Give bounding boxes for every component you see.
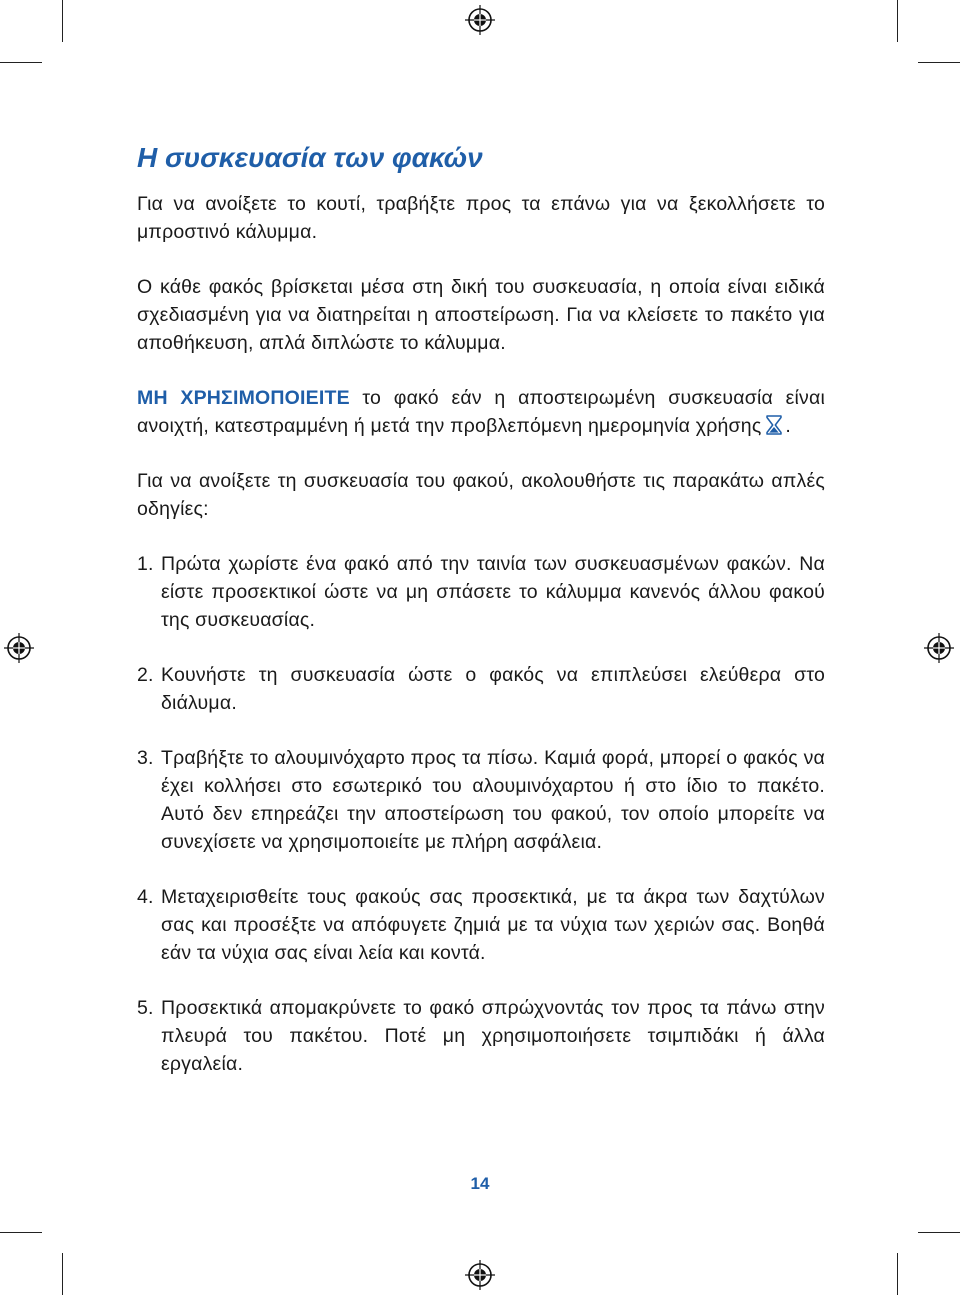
step-text: Μεταχειρισθείτε τους φακούς σας προσεκτικά, με τα άκρα των δαχτύλων σας και προσέξτε να απόφυγετε ζημιά με τα νύχια των χεριών σας. Βοηθά εάν τα νύχια σας είναι λεία και κοντά.	[161, 886, 825, 964]
hourglass-icon	[763, 414, 785, 436]
step-text: Πρώτα χωρίστε ένα φακό από την ταινία των συσκευασμένων φακών. Να είστε προσεκτικοί ώστε να μη σπάσετε το κάλυμμα κανενός άλλου φακού της συσκευασίας.	[161, 553, 825, 631]
list-item	[137, 883, 825, 967]
step-text: Προσεκτικά απομακρύνετε το φακό σπρώχνοντάς τον προς τα πάνω στην πλευρά του πακέτου. Ποτέ μη χρησιμοποιήσετε τσιμπιδάκι ή άλλα εργαλεία.	[161, 997, 825, 1075]
crop-mark	[62, 1253, 63, 1295]
registration-mark-icon	[924, 633, 954, 663]
registration-mark-icon	[465, 5, 495, 35]
list-item	[137, 744, 825, 856]
registration-mark-icon	[4, 633, 34, 663]
list-item	[137, 661, 825, 717]
crop-mark	[0, 1232, 42, 1233]
warning-end: .	[785, 415, 792, 437]
warning-label: ΜΗ ΧΡΗΣΙΜΟΠΟΙΕΙΤΕ	[137, 387, 350, 409]
crop-mark	[918, 1232, 960, 1233]
warning-text: το φακό εάν η αποστειρωμένη συσκευασία είναι ανοιχτή, κατεστραμμένη ή μετά την προβλεπόμενη ημερομηνία χρήσης	[137, 387, 825, 437]
step-number: 2.	[137, 664, 154, 686]
step-text: Τραβήξτε το αλουμινόχαρτο προς τα πίσω. Καμιά φορά, μπορεί ο φακός να έχει κολλήσει στο εσωτερικό του αλουμινόχαρτου ή στο ίδιο το πακέτο. Αυτό δεν επηρεάζει την αποστείρωση του φακού, τον οποίο μπορείτε να συνεχίσετε να χρησιμοποιείτε με πλήρη ασφάλεια.	[161, 747, 825, 853]
crop-mark	[897, 1253, 898, 1295]
instruction-list	[137, 550, 825, 1078]
step-number: 4.	[137, 886, 154, 908]
page-number: 14	[470, 1174, 490, 1193]
step-number: 3.	[137, 747, 154, 769]
paragraph-instructions-intro: Για να ανοίξετε τη συσκευασία του φακού, ακολουθήστε τις παρακάτω απλές οδηγίες:	[137, 470, 825, 520]
registration-mark-icon	[465, 1260, 495, 1290]
crop-mark	[897, 0, 898, 42]
list-item	[137, 550, 825, 634]
paragraph-warning	[137, 384, 825, 440]
crop-mark	[0, 62, 42, 63]
paragraph-open-box: Για να ανοίξετε το κουτί, τραβήξτε προς τα επάνω για να ξεκολλήσετε το μπροστινό κάλυμμα.	[137, 193, 825, 243]
crop-mark	[62, 0, 63, 42]
step-number: 1.	[137, 553, 154, 575]
list-item	[137, 994, 825, 1078]
paragraph-packaging: Ο κάθε φακός βρίσκεται μέσα στη δική του συσκευασία, η οποία είναι ειδικά σχεδιασμένη για να διατηρείται η αποστείρωση. Για να κλείσετε το πακέτο για αποθήκευση, απλά διπλώστε το κάλυμμα.	[137, 276, 825, 354]
page-content	[137, 140, 825, 1105]
step-number: 5.	[137, 997, 154, 1019]
page-title: Η συσκευασία των φακών	[137, 142, 483, 173]
step-text: Κουνήστε τη συσκευασία ώστε ο φακός να επιπλεύσει ελεύθερα στο διάλυμα.	[161, 664, 825, 714]
crop-mark	[918, 62, 960, 63]
